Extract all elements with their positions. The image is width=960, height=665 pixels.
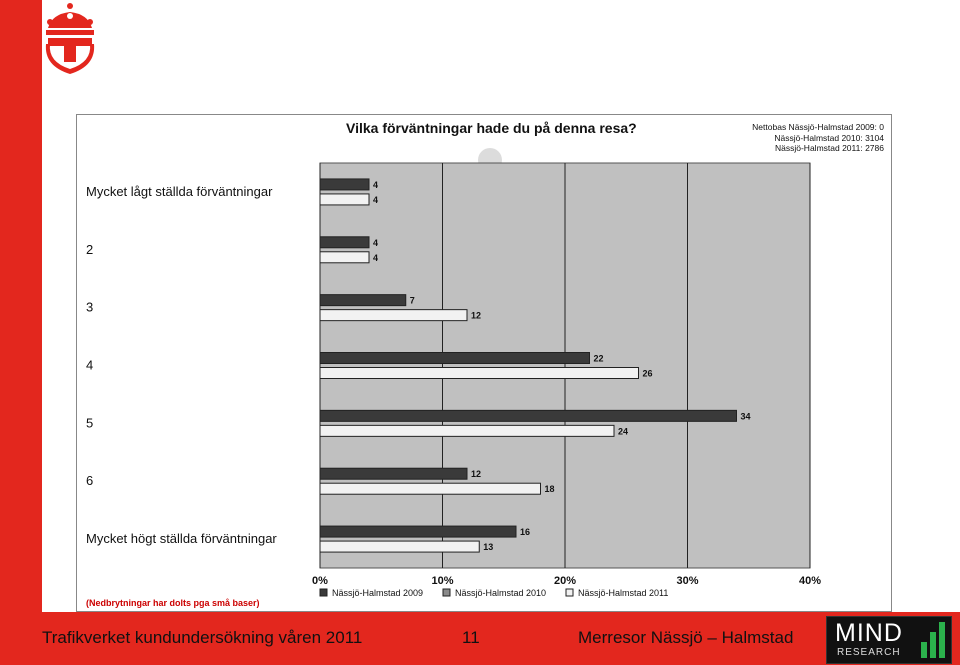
x-tick-label: 0% [312, 575, 328, 587]
data-label: 4 [373, 194, 379, 205]
x-tick-label: 20% [553, 575, 577, 587]
x-tick-label: 40% [798, 575, 822, 587]
data-label: 12 [471, 310, 482, 321]
netto-line: Nässjö-Halmstad 2011: 2786 [775, 143, 884, 153]
bars-icon [919, 620, 949, 660]
category-label: Mycket lågt ställda förväntningar [86, 183, 273, 199]
brand-sub: RESEARCH [837, 647, 901, 658]
legend-label: Nässjö-Halmstad 2009 [332, 588, 424, 598]
category-label: 6 [86, 473, 94, 489]
category-label: 3 [86, 299, 94, 315]
footnote: (Nedbrytningar har dolts pga små baser) [86, 598, 260, 608]
bar [320, 468, 467, 479]
bar [320, 252, 369, 263]
data-label: 4 [373, 237, 379, 248]
legend-label: Nässjö-Halmstad 2011 [578, 588, 669, 598]
x-tick-label: 30% [676, 575, 699, 587]
data-label: 34 [740, 411, 751, 422]
bar [320, 310, 467, 321]
data-label: 26 [642, 368, 653, 379]
legend-swatch [320, 589, 327, 596]
data-label: 13 [483, 542, 494, 553]
data-label: 22 [593, 353, 604, 364]
category-label: 2 [86, 241, 94, 257]
data-label: 4 [373, 252, 379, 263]
bar [320, 483, 541, 494]
bar [320, 194, 369, 205]
data-label: 7 [409, 295, 415, 306]
bar [320, 295, 406, 306]
mind-research-logo [826, 616, 952, 664]
footer-route: Merresor Nässjö – Halmstad [578, 628, 794, 647]
bar [320, 425, 614, 436]
data-label: 4 [373, 179, 379, 190]
bar [320, 541, 479, 552]
data-label: 24 [618, 426, 629, 437]
data-label: 18 [544, 484, 555, 495]
category-label: 5 [86, 415, 94, 431]
category-label: Mycket högt ställda förväntningar [86, 531, 277, 547]
brand-name: MIND [835, 619, 903, 647]
bar [320, 526, 516, 537]
bar [320, 410, 737, 421]
netto-line: Nettobas Nässjö-Halmstad 2009: 0 [752, 122, 884, 132]
bar [320, 179, 369, 190]
netto-line: Nässjö-Halmstad 2010: 3104 [774, 132, 884, 143]
data-label: 12 [471, 469, 482, 480]
category-label: 4 [86, 357, 94, 373]
x-tick-label: 10% [431, 575, 454, 587]
chart-title: Vilka förväntningar hade du på denna resa? [346, 120, 637, 136]
page-number: 11 [462, 628, 480, 647]
bar [320, 237, 369, 248]
legend-swatch [566, 589, 573, 596]
legend-label: Nässjö-Halmstad 2010 [455, 588, 547, 598]
bar [320, 353, 590, 364]
legend-swatch [443, 589, 450, 596]
footer-survey-title: Trafikverket kundundersökning våren 2011 [42, 628, 363, 647]
bar [320, 368, 639, 379]
data-label: 16 [520, 527, 531, 538]
